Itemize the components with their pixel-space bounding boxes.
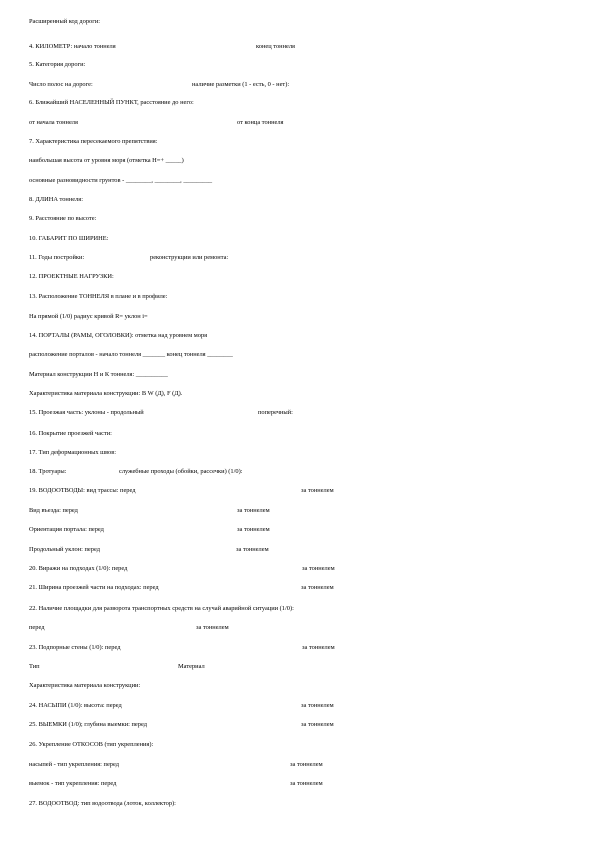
line-text: 23. Подпорные стены (1/0): перед xyxy=(29,644,121,651)
line-secondary-text: за тоннелем xyxy=(301,584,334,591)
line-text: 21. Ширина проезжей части на подходах: перед xyxy=(29,584,159,591)
line-text: 20. Виражи на подходах (1/0): перед xyxy=(29,565,128,572)
line-text: 4. КИЛОМЕТР: начало тоннеля xyxy=(29,43,116,50)
line-secondary-text: наличие разметки (1 - есть, 0 - нет): xyxy=(192,81,290,88)
line-text: 10. ГАБАРИТ ПО ШИРИНЕ: xyxy=(29,235,109,242)
line-text: 19. ВОДООТВОДЫ: вид трассы: перед xyxy=(29,487,136,494)
line-secondary-text: конец тоннеля xyxy=(256,43,295,50)
line-text: 6. Ближайший НАСЕЛЕННЫЙ ПУНКТ, расстояние до него: xyxy=(29,99,194,106)
line-secondary-text: реконструкции или ремонта: xyxy=(150,254,229,261)
line-text: 11. Годы постройки: xyxy=(29,254,85,261)
line-text: Ориентация портала: перед xyxy=(29,526,104,533)
line-text: 18. Тротуары: xyxy=(29,468,67,475)
line-text: 26. Укрепление ОТКОСОВ (тип укрепления): xyxy=(29,741,154,748)
line-secondary-text: за тоннелем xyxy=(301,721,334,728)
line-text: Продольный уклон: перед xyxy=(29,546,100,553)
line-secondary-text: от конца тоннеля xyxy=(237,119,284,126)
line-secondary-text: за тоннелем xyxy=(236,546,269,553)
line-secondary-text: за тоннелем xyxy=(301,487,334,494)
line-text: 17. Тип деформационных швов: xyxy=(29,449,117,456)
line-text: 14. ПОРТАЛЫ (РАМЫ, ОГОЛОВКИ): отметка над уровнем моря xyxy=(29,332,208,339)
line-text: насыпей - тип укрепления: перед xyxy=(29,761,120,768)
line-secondary-text: служебные проходы (обойки, рассечки) (1/0): xyxy=(119,468,243,475)
line-secondary-text: за тоннелем xyxy=(237,526,270,533)
line-text: наибольшая высота от уровня моря (отметка Н=+ _____) xyxy=(29,157,184,164)
line-text: выемок - тип укрепления: перед xyxy=(29,780,117,787)
line-text: 7. Характеристика пересекаемого препятствия: xyxy=(29,138,158,145)
line-secondary-text: за тоннелем xyxy=(196,624,229,631)
line-text: Расширенный код дороги: xyxy=(29,18,101,25)
line-text: основные разновидности грунтов - ________, ________, _________ xyxy=(29,177,213,184)
line-text: 15. Проезжая часть: уклоны - продольный xyxy=(29,409,144,416)
line-text: Вид въезда: перед xyxy=(29,507,78,514)
line-text: 24. НАСЫПИ (1/0): высота: перед xyxy=(29,702,122,709)
line-text: перед xyxy=(29,624,45,631)
line-text: 5. Категория дороги: xyxy=(29,61,86,68)
line-text: 12. ПРОЕКТНЫЕ НАГРУЗКИ: xyxy=(29,273,114,280)
line-text: 9. Расстояние по высоте: xyxy=(29,215,97,222)
line-text: Материал конструкции Н и К тоннеля: __________ xyxy=(29,371,168,378)
line-secondary-text: за тоннелем xyxy=(302,565,335,572)
line-text: 22. Наличие площадки для разворота транспортных средств на случай аварийной ситуации (1/0): xyxy=(29,605,294,612)
line-secondary-text: Материал xyxy=(178,663,205,670)
line-text: На прямой (1/0) радиус кривой R= уклон i= xyxy=(29,313,148,320)
line-text: Тип xyxy=(29,663,40,670)
line-secondary-text: за тоннелем xyxy=(302,644,335,651)
line-secondary-text: за тоннелем xyxy=(237,507,270,514)
line-secondary-text: за тоннелем xyxy=(290,780,323,787)
line-secondary-text: поперечный: xyxy=(258,409,293,416)
line-text: Характеристика материала конструкции: В W (Д), F (Д). xyxy=(29,390,183,397)
line-secondary-text: за тоннелем xyxy=(301,702,334,709)
line-text: 27. ВОДООТВОД: тип водоотвода (лоток, коллектор): xyxy=(29,800,176,807)
line-secondary-text: за тоннелем xyxy=(290,761,323,768)
line-text: 13. Расположение ТОННЕЛЯ в плане и в профиле: xyxy=(29,293,168,300)
line-text: 16. Покрытие проезжей части: xyxy=(29,430,112,437)
line-text: расположение порталов - начало тоннеля _______ конец тоннеля ________ xyxy=(29,351,233,358)
line-text: 8. ДЛИНА тоннеля: xyxy=(29,196,84,203)
line-text: Характеристика материала конструкции: xyxy=(29,682,141,689)
line-text: от начала тоннеля xyxy=(29,119,78,126)
line-text: Число полос на дороге: xyxy=(29,81,93,88)
line-text: 25. ВЫЕМКИ (1/0); глубина выемки: перед xyxy=(29,721,147,728)
